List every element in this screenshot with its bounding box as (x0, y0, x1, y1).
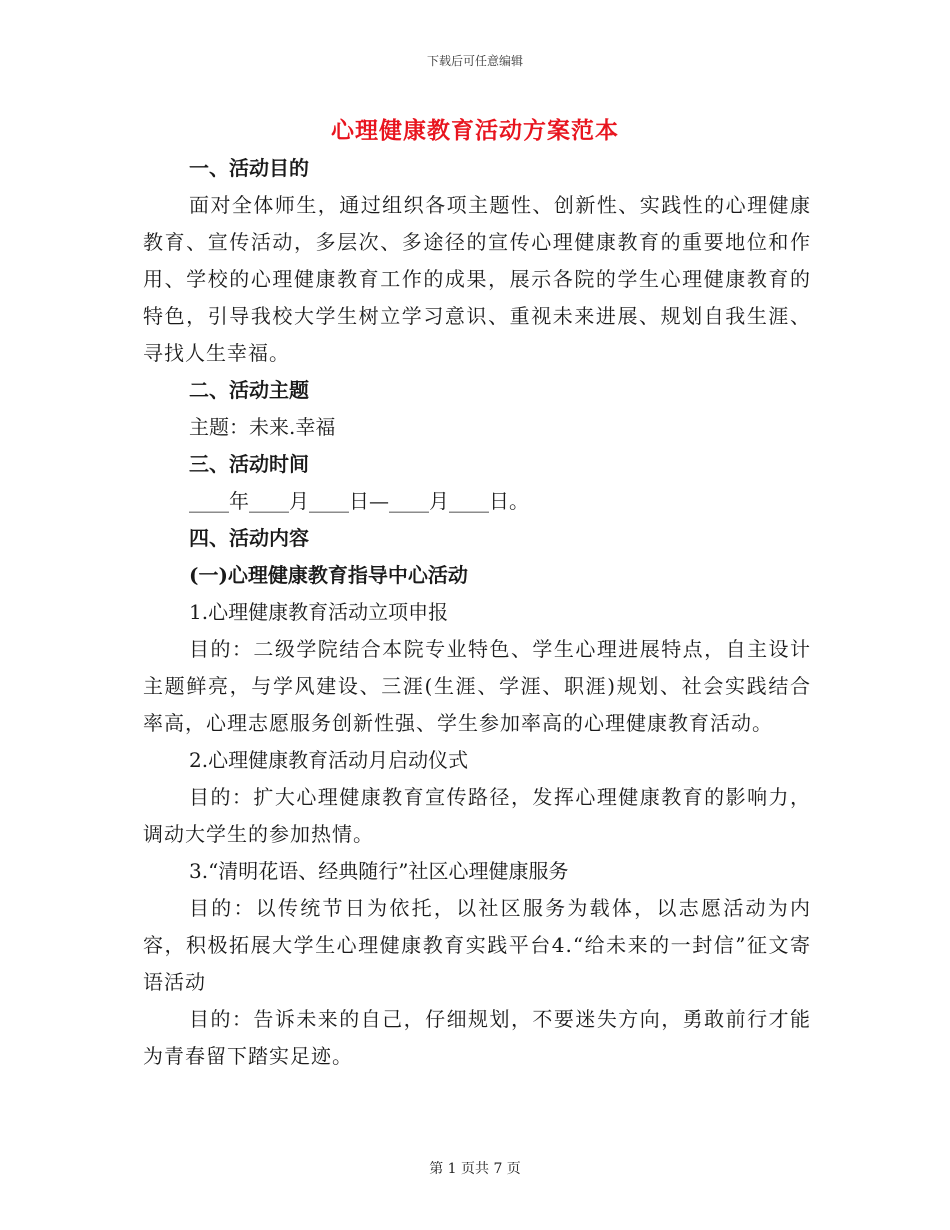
item-1-title: 1.心理健康教育活动立项申报 (189, 600, 449, 624)
item-4-paragraph: 目的：告诉未来的自己，仔细规划，不要迷失方向，勇敢前行才能为青春留下踏实足迹。 (143, 1007, 811, 1068)
document-body (143, 150, 811, 1075)
subsection-heading-center: (一)心理健康教育指导中心活动 (189, 563, 468, 587)
header-note: 下载后可任意编辑 (426, 54, 523, 68)
page-number: 第 1 页共 7 页 (429, 1161, 521, 1177)
section-heading-content: 四、活动内容 (189, 526, 309, 550)
item-1-paragraph: 目的：二级学院结合本院专业特色、学生心理进展特点，自主设计主题鲜亮，与学风建设、三涯(生涯、学涯、职涯)规划、社会实践结合率高，心理志愿服务创新性强、学生参加率高的心理健康教育活动。 (143, 637, 811, 735)
section-heading-purpose: 一、活动目的 (189, 156, 309, 180)
paragraph-purpose: 面对全体师生，通过组织各项主题性、创新性、实践性的心理健康教育、宣传活动，多层次、多途径的宣传心理健康教育的重要地位和作用、学校的心理健康教育工作的成果，展示各院的学生心理健康教育的特色，引导我校大学生树立学习意识、重视未来进展、规划自我生涯、寻找人生幸福。 (143, 193, 811, 365)
section-heading-theme: 二、活动主题 (189, 378, 309, 402)
theme-line: 主题：未来.幸福 (189, 415, 336, 439)
item-2-paragraph: 目的：扩大心理健康教育宣传路径，发挥心理健康教育的影响力，调动大学生的参加热情。 (143, 785, 811, 846)
time-line: ____年____月____日—____月____日。 (189, 489, 529, 513)
item-3-title: 3.“清明花语、经典随行”社区心理健康服务 (189, 859, 569, 883)
section-heading-time: 三、活动时间 (189, 452, 309, 476)
document-title: 心理健康教育活动方案范本 (331, 117, 619, 144)
item-2-title: 2.心理健康教育活动月启动仪式 (189, 748, 469, 772)
item-3-paragraph: 目的：以传统节日为依托，以社区服务为载体，以志愿活动为内容，积极拓展大学生心理健康教育实践平台4.“给未来的一封信”征文寄语活动 (143, 896, 811, 994)
